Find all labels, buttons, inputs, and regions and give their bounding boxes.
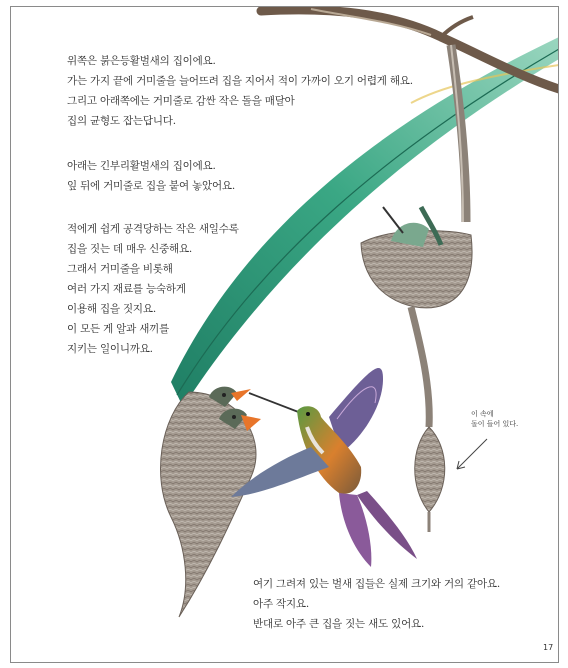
- text-line: 아래는 긴부리활벌새의 집이에요.: [67, 160, 216, 172]
- hummingbird-icon: [231, 368, 417, 567]
- text-line: 집을 짓는 데 매우 신중해요.: [67, 243, 193, 255]
- page-number: 17: [543, 643, 554, 652]
- text-line: 집의 균형도 잡는답니다.: [67, 115, 176, 127]
- arrow-icon: [457, 439, 487, 469]
- annotation-label: [471, 409, 518, 429]
- text-line: 여기 그려져 있는 벌새 집들은 실제 크기와 거의 같아요.: [253, 578, 500, 590]
- book-page: [10, 6, 559, 663]
- text-line: 가는 가지 끝에 거미줄을 늘어뜨려 집을 지어서 적이 가까이 오기 어렵게 해요.: [67, 75, 413, 87]
- paragraph-4: [253, 574, 500, 634]
- text-line: 여러 가지 재료를 능숙하게: [67, 283, 186, 295]
- text-line: 반대로 아주 큰 집을 짓는 새도 있어요.: [253, 618, 425, 630]
- text-line: 적에게 쉽게 공격당하는 작은 새일수록: [67, 223, 239, 235]
- text-line: 이용해 집을 짓지요.: [67, 303, 156, 315]
- text-line: 지키는 일이니까요.: [67, 343, 153, 355]
- annotation-line: 이 속에: [471, 410, 494, 418]
- paragraph-1: [67, 51, 413, 131]
- paragraph-2: [67, 156, 235, 196]
- annotation-line: 돌이 들어 있다.: [471, 420, 519, 428]
- text-line: 이 모든 게 알과 새끼를: [67, 323, 170, 335]
- text-line: 위쪽은 붉은등활벌새의 집이에요.: [67, 55, 216, 67]
- leaf-nest-icon: [161, 387, 261, 617]
- text-line: 그리고 아래쪽에는 거미줄로 감싼 작은 돌을 매달아: [67, 95, 295, 107]
- text-line: 그래서 거미줄을 비롯해: [67, 263, 173, 275]
- paragraph-3: [67, 219, 239, 359]
- text-line: 아주 작지요.: [253, 598, 309, 610]
- text-line: 잎 뒤에 거미줄로 집을 붙여 놓았어요.: [67, 180, 235, 192]
